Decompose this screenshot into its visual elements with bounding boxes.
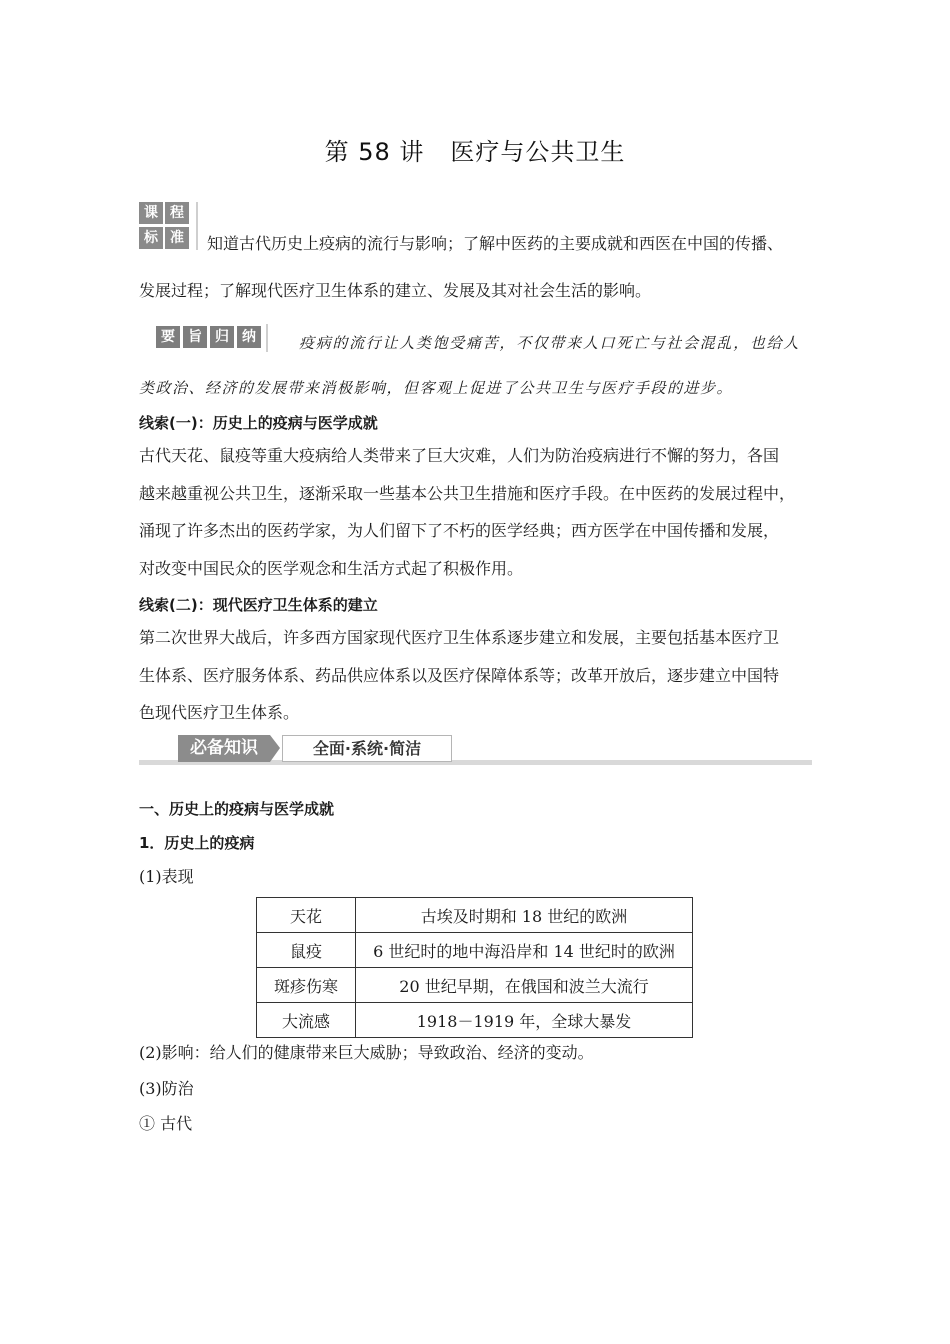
- clue2-line: 色现代医疗卫生体系。: [139, 703, 300, 722]
- curriculum-text-line: 知道古代历史上疫病的流行与影响；了解中医药的主要成就和西医在中国的传播、: [207, 234, 784, 253]
- clue1-line: 古代天花、鼠疫等重大疫病给人类带来了巨大灾难，人们为防治疫病进行不懈的努力，各国: [139, 446, 780, 465]
- badge-char: 纳: [237, 326, 261, 348]
- banner-subtitle: 全面·系统·简洁: [282, 735, 452, 762]
- table-cell: 天花: [257, 898, 356, 933]
- item-label: ① 古代: [139, 1114, 193, 1133]
- badge-char: 课: [139, 202, 163, 224]
- summary-text-line: 类政治、经济的发展带来消极影响，但客观上促进了公共卫生与医疗手段的进步。: [139, 379, 734, 397]
- table-cell: 6 世纪时的地中海沿岸和 14 世纪时的欧洲: [356, 933, 693, 968]
- clue2-heading: 线索(二)：现代医疗卫生体系的建立: [139, 596, 378, 614]
- disease-table: [256, 897, 693, 1038]
- clue1-line: 涌现了许多杰出的医药学家，为人们留下了不朽的医学经典；西方医学在中国传播和发展，: [139, 521, 780, 540]
- table-row: [257, 968, 693, 1003]
- table-cell: 斑疹伤寒: [257, 968, 356, 1003]
- badge-char: 程: [165, 202, 189, 224]
- table-cell: 鼠疫: [257, 933, 356, 968]
- summary-badge: [156, 326, 264, 350]
- clue2-line: 第二次世界大战后，许多西方国家现代医疗卫生体系逐步建立和发展，主要包括基本医疗卫: [139, 628, 780, 647]
- clue1-heading: 线索(一)：历史上的疫病与医学成就: [139, 414, 378, 432]
- table-row: [257, 898, 693, 933]
- curriculum-badge: [139, 202, 191, 250]
- table-cell: 大流感: [257, 1003, 356, 1038]
- table-cell: 1918－1919 年，全球大暴发: [356, 1003, 693, 1038]
- clue2-line: 生体系、医疗服务体系、药品供应体系以及医疗保障体系等；改革开放后，逐步建立中国特: [139, 666, 780, 685]
- lesson-number: 第 58 讲: [324, 138, 425, 166]
- item-label: (3)防治: [139, 1079, 194, 1098]
- badge-char: 归: [210, 326, 234, 348]
- summary-text-line: 疫病的流行让人类饱受痛苦，不仅带来人口死亡与社会混乱，也给人: [299, 334, 801, 352]
- curriculum-text-line: 发展过程；了解现代医疗卫生体系的建立、发展及其对社会生活的影响。: [139, 281, 652, 300]
- clue1-line: 越来越重视公共卫生，逐渐采取一些基本公共卫生措施和医疗手段。在中医药的发展过程中，: [139, 484, 796, 503]
- item-label: (1)表现: [139, 867, 194, 886]
- table-row: [257, 1003, 693, 1038]
- table-row: [257, 933, 693, 968]
- table-cell: 古埃及时期和 18 世纪的欧洲: [356, 898, 693, 933]
- lesson-topic: 医疗与公共卫生: [450, 138, 626, 166]
- banner-arrow-icon: [270, 735, 280, 762]
- badge-divider: [266, 324, 268, 352]
- clue1-line: 对改变中国民众的医学观念和生活方式起了积极作用。: [139, 559, 524, 578]
- badge-divider: [196, 202, 198, 250]
- badge-char: 要: [156, 326, 180, 348]
- item-text: (2)影响：给人们的健康带来巨大威胁；导致政治、经济的变动。: [139, 1043, 594, 1062]
- table-cell: 20 世纪早期，在俄国和波兰大流行: [356, 968, 693, 1003]
- section-heading: 一、历史上的疫病与医学成就: [139, 800, 335, 818]
- banner-label: 必备知识: [178, 735, 270, 762]
- badge-char: 标: [139, 227, 163, 249]
- badge-char: 旨: [183, 326, 207, 348]
- subsection-heading: 1．历史上的疫病: [139, 834, 255, 852]
- badge-char: 准: [165, 227, 189, 249]
- page-title: [0, 132, 950, 167]
